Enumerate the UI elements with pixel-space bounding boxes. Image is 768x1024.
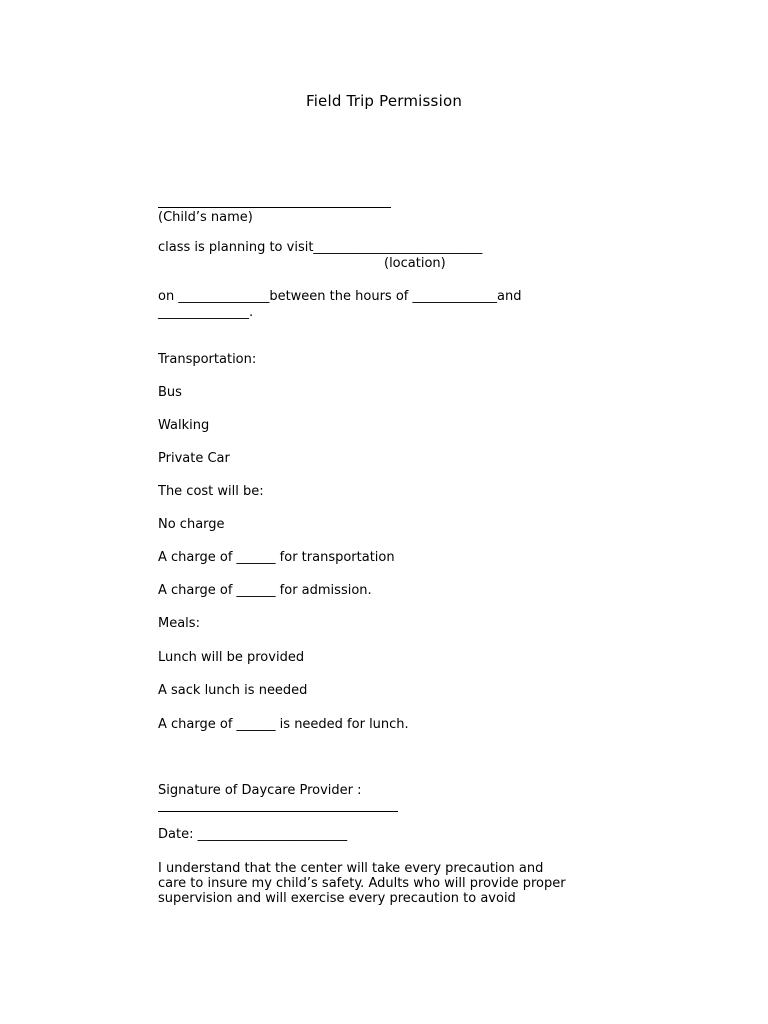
date-hours-line-1: on ______________between the hours of _____________and [158,289,522,304]
meals-option-charge: A charge of ______ is needed for lunch. [158,717,409,732]
transportation-option-walking: Walking [158,418,210,433]
date-field: Date: _______________________ [158,827,348,842]
transportation-option-private-car: Private Car [158,451,230,466]
cost-option-transportation: A charge of ______ for transportation [158,550,395,565]
class-visit-line: class is planning to visit__________________________ [158,240,483,255]
date-hours-line-2: ______________. [158,305,254,320]
cost-option-no-charge: No charge [158,517,225,532]
location-label: (location) [384,256,446,271]
cost-option-admission: A charge of ______ for admission. [158,583,372,598]
page-title: Field Trip Permission [305,92,463,110]
statement-line-1: I understand that the center will take every precaution and [158,861,544,876]
child-name-label: (Child’s name) [158,210,253,225]
transportation-heading: Transportation: [158,352,257,367]
signature-line [158,811,398,812]
meals-heading: Meals: [158,616,200,631]
transportation-option-bus: Bus [158,385,182,400]
cost-heading: The cost will be: [158,484,264,499]
meals-option-sack-lunch: A sack lunch is needed [158,683,308,698]
statement-line-2: care to insure my child’s safety. Adults who will provide proper [158,876,566,891]
child-name-line [158,207,391,208]
statement-line-3: supervision and will exercise every precaution to avoid [158,891,516,906]
signature-label: Signature of Daycare Provider : [158,783,362,798]
meals-option-provided: Lunch will be provided [158,650,305,665]
